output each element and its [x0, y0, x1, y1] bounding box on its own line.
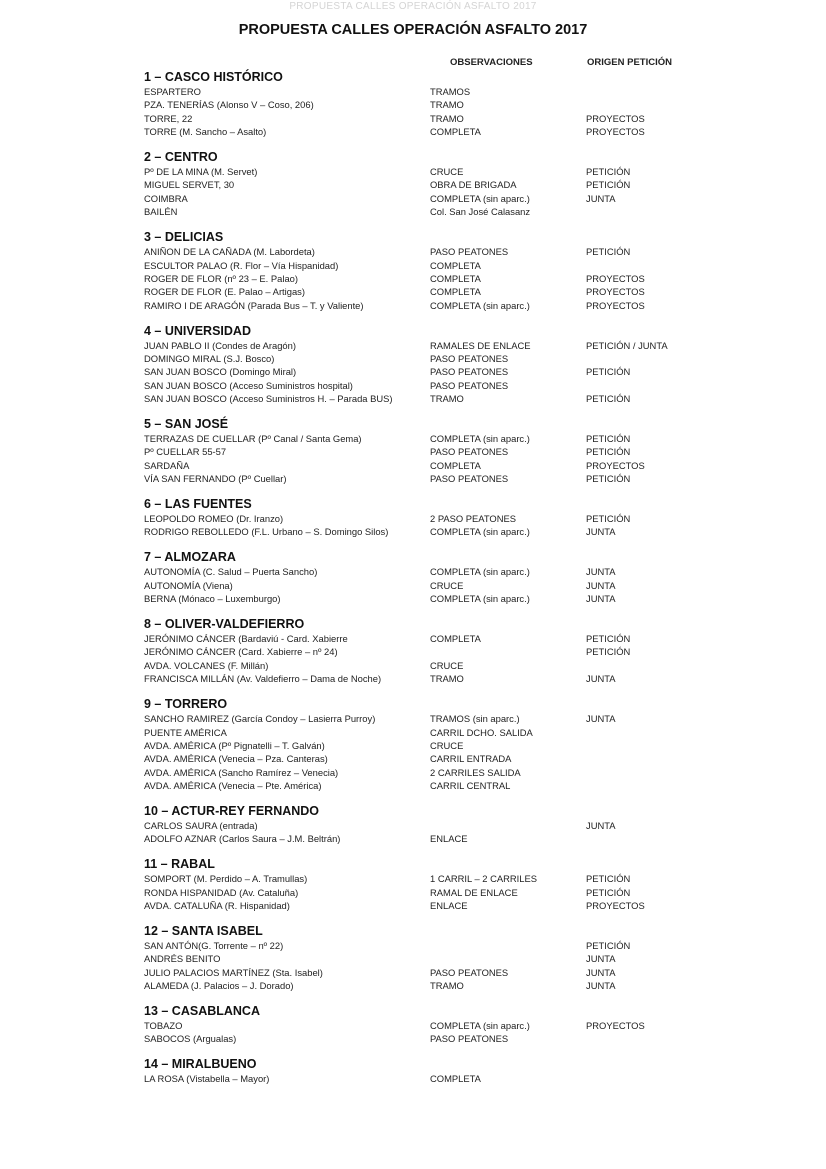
street-origen-peticion: PROYECTOS: [586, 272, 645, 284]
street-name: AVDA. VOLCANES (F. Millán): [144, 659, 269, 671]
street-name: BAILÉN: [144, 206, 178, 218]
street-observaciones: RAMAL DE ENLACE: [430, 886, 518, 898]
street-origen-peticion: PROYECTOS: [586, 126, 645, 138]
street-name: SOMPORT (M. Perdido – A. Tramullas): [144, 873, 308, 885]
street-row: [144, 352, 704, 365]
street-name: SAN JUAN BOSCO (Domingo Miral): [144, 366, 297, 378]
street-name: LEOPOLDO ROMEO (Dr. Iranzo): [144, 513, 284, 525]
district-section: [144, 617, 704, 686]
street-origen-peticion: PETICIÓN: [586, 366, 631, 378]
street-observaciones: COMPLETA: [430, 459, 481, 471]
street-observaciones: COMPLETA: [430, 126, 481, 138]
street-row: [144, 645, 704, 658]
district-title: 11 – RABAL: [144, 857, 215, 872]
street-observaciones: COMPLETA (sin aparc.): [430, 526, 530, 538]
street-row: [144, 952, 704, 965]
street-row: [144, 192, 704, 205]
street-row: [144, 125, 704, 138]
street-name: LA ROSA (Vistabella – Mayor): [144, 1073, 270, 1085]
street-name: AUTONOMÍA (C. Salud – Puerta Sancho): [144, 566, 318, 578]
street-observaciones: COMPLETA (sin aparc.): [430, 433, 530, 445]
street-observaciones: COMPLETA: [430, 633, 481, 645]
street-row: [144, 872, 704, 885]
street-observaciones: CARRIL CENTRAL: [430, 780, 511, 792]
district-section: [144, 804, 704, 846]
street-name: DOMINGO MIRAL (S.J. Bosco): [144, 352, 275, 364]
street-row: [144, 672, 704, 685]
street-observaciones: TRAMOS (sin aparc.): [430, 713, 520, 725]
street-observaciones: CRUCE: [430, 739, 464, 751]
street-row: [144, 819, 704, 832]
street-observaciones: PASO PEATONES: [430, 1033, 509, 1045]
street-origen-peticion: PETICIÓN: [586, 513, 631, 525]
street-row: [144, 726, 704, 739]
street-name: MIGUEL SERVET, 30: [144, 179, 235, 191]
street-origen-peticion: PROYECTOS: [586, 299, 645, 311]
street-observaciones: CRUCE: [430, 659, 464, 671]
street-name: AVDA. AMÉRICA (Sancho Ramírez – Venecia): [144, 766, 339, 778]
street-row: [144, 165, 704, 178]
street-row: [144, 1072, 704, 1085]
street-row: [144, 432, 704, 445]
street-origen-peticion: PETICIÓN: [586, 393, 631, 405]
district-title: 2 – CENTRO: [144, 150, 218, 165]
street-name: ALAMEDA (J. Palacios – J. Dorado): [144, 980, 294, 992]
street-row: [144, 1019, 704, 1032]
street-observaciones: COMPLETA (sin aparc.): [430, 593, 530, 605]
district-title: 1 – CASCO HISTÓRICO: [144, 70, 283, 84]
street-name: FRANCISCA MILLÁN (Av. Valdefierro – Dama de Noche): [144, 673, 382, 685]
street-row: [144, 1032, 704, 1045]
street-origen-peticion: JUNTA: [586, 980, 616, 992]
street-row: [144, 899, 704, 912]
street-observaciones: PASO PEATONES: [430, 446, 509, 458]
street-name: ROGER DE FLOR (nº 23 – E. Palao): [144, 272, 298, 284]
street-observaciones: TRAMOS: [430, 86, 471, 97]
street-name: PUENTE AMÉRICA: [144, 726, 227, 738]
street-observaciones: CARRIL DCHO. SALIDA: [430, 726, 533, 738]
street-name: RONDA HISPANIDAD (Av. Cataluña): [144, 886, 299, 898]
street-name: SAN JUAN BOSCO (Acceso Suministros H. – Parada BUS): [144, 393, 393, 405]
street-name: ADOLFO AZNAR (Carlos Saura – J.M. Beltrán): [144, 833, 341, 845]
street-origen-peticion: PETICIÓN: [586, 633, 631, 645]
street-name: RAMIRO I DE ARAGÓN (Parada Bus – T. y Valiente): [144, 299, 364, 311]
column-header-origen-peticion: ORIGEN PETICIÓN: [587, 57, 672, 68]
street-name: TERRAZAS DE CUELLAR (Pº Canal / Santa Gema): [144, 433, 362, 445]
street-observaciones: TRAMO: [430, 393, 464, 405]
district-title: 6 – LAS FUENTES: [144, 497, 252, 512]
district-title: 12 – SANTA ISABEL: [144, 923, 263, 938]
street-origen-peticion: PETICIÓN: [586, 446, 631, 458]
street-origen-peticion: PETICIÓN: [586, 179, 631, 191]
street-name: ANIÑON DE LA CAÑADA (M. Labordeta): [144, 246, 315, 258]
street-observaciones: CRUCE: [430, 166, 464, 178]
district-section: [144, 70, 704, 139]
street-observaciones: COMPLETA (sin aparc.): [430, 1019, 530, 1031]
district-section: [144, 497, 704, 539]
street-name: JERÓNIMO CÁNCER (Bardaviú - Card. Xabierre: [144, 633, 348, 645]
district-title: 9 – TORRERO: [144, 697, 228, 712]
street-row: [144, 832, 704, 845]
document-title: PROPUESTA CALLES OPERACIÓN ASFALTO 2017: [238, 22, 588, 38]
street-origen-peticion: PETICIÓN: [586, 246, 631, 258]
street-origen-peticion: PROYECTOS: [586, 112, 645, 124]
street-origen-peticion: PETICIÓN: [586, 473, 631, 485]
street-name: SAN ANTÓN(G. Torrente – nº 22): [144, 939, 284, 951]
district-section: [144, 924, 704, 993]
district-section: [144, 857, 704, 912]
street-observaciones: RAMALES DE ENLACE: [430, 339, 531, 351]
street-row: [144, 592, 704, 605]
street-observaciones: PASO PEATONES: [430, 366, 509, 378]
district-title: 3 – DELICIAS: [144, 230, 224, 245]
street-name: TOBAZO: [144, 1019, 183, 1031]
street-observaciones: 2 PASO PEATONES: [430, 513, 516, 525]
street-observaciones: 1 CARRIL – 2 CARRILES: [430, 873, 537, 885]
street-origen-peticion: JUNTA: [586, 819, 616, 831]
street-row: [144, 459, 704, 472]
street-observaciones: PASO PEATONES: [430, 352, 509, 364]
street-row: [144, 472, 704, 485]
street-observaciones: TRAMO: [430, 673, 464, 685]
street-origen-peticion: JUNTA: [586, 526, 616, 538]
district-section: [144, 324, 704, 406]
street-row: [144, 392, 704, 405]
street-observaciones: COMPLETA (sin aparc.): [430, 192, 530, 204]
street-name: VÍA SAN FERNANDO (Pº Cuellar): [144, 473, 287, 485]
street-row: [144, 659, 704, 672]
street-row: [144, 565, 704, 578]
street-observaciones: PASO PEATONES: [430, 246, 509, 258]
street-row: [144, 632, 704, 645]
district-title: 14 – MIRALBUENO: [144, 1057, 257, 1072]
street-row: [144, 299, 704, 312]
street-name: JERÓNIMO CÁNCER (Card. Xabierre – nº 24): [144, 646, 338, 658]
street-row: [144, 445, 704, 458]
street-observaciones: COMPLETA: [430, 1073, 481, 1085]
street-origen-peticion: PETICIÓN / JUNTA: [586, 339, 668, 351]
street-observaciones: COMPLETA (sin aparc.): [430, 299, 530, 311]
street-observaciones: COMPLETA: [430, 272, 481, 284]
street-name: AVDA. CATALUÑA (R. Hispanidad): [144, 900, 290, 912]
district-title: 4 – UNIVERSIDAD: [144, 323, 251, 338]
street-origen-peticion: JUNTA: [586, 966, 616, 978]
street-row: [144, 85, 704, 98]
street-row: [144, 339, 704, 352]
street-observaciones: TRAMO: [430, 980, 464, 992]
street-name: COIMBRA: [144, 192, 188, 204]
street-observaciones: TRAMO: [430, 99, 464, 111]
street-row: [144, 379, 704, 392]
street-row: [144, 112, 704, 125]
street-origen-peticion: PETICIÓN: [586, 166, 631, 178]
street-name: AVDA. AMÉRICA (Venecia – Pza. Canteras): [144, 753, 328, 765]
district-section: [144, 1057, 704, 1085]
street-name: Pº DE LA MINA (M. Servet): [144, 166, 258, 178]
street-origen-peticion: PETICIÓN: [586, 939, 631, 951]
street-row: [144, 365, 704, 378]
district-title: 13 – CASABLANCA: [144, 1003, 260, 1018]
street-origen-peticion: PETICIÓN: [586, 433, 631, 445]
street-name: BERNA (Mónaco – Luxemburgo): [144, 593, 281, 605]
street-observaciones: OBRA DE BRIGADA: [430, 179, 517, 191]
street-observaciones: PASO PEATONES: [430, 473, 509, 485]
street-row: [144, 939, 704, 952]
street-origen-peticion: PROYECTOS: [586, 1019, 645, 1031]
street-observaciones: CARRIL ENTRADA: [430, 753, 512, 765]
street-origen-peticion: PROYECTOS: [586, 286, 645, 298]
street-observaciones: CRUCE: [430, 579, 464, 591]
district-list: [144, 70, 704, 1097]
street-name: Pº CUELLAR 55-57: [144, 446, 227, 458]
street-row: [144, 979, 704, 992]
street-name: AVDA. AMÉRICA (Pº Pignatelli – T. Galván): [144, 739, 325, 751]
street-row: [144, 259, 704, 272]
street-observaciones: COMPLETA: [430, 286, 481, 298]
district-title: 7 – ALMOZARA: [144, 550, 236, 565]
street-origen-peticion: JUNTA: [586, 673, 616, 685]
street-row: [144, 245, 704, 258]
street-name: AVDA. AMÉRICA (Venecia – Pte. América): [144, 780, 322, 792]
street-row: [144, 779, 704, 792]
street-origen-peticion: JUNTA: [586, 566, 616, 578]
street-origen-peticion: JUNTA: [586, 579, 616, 591]
district-section: [144, 150, 704, 219]
street-row: [144, 272, 704, 285]
street-observaciones: COMPLETA (sin aparc.): [430, 566, 530, 578]
street-row: [144, 712, 704, 725]
street-observaciones: Col. San José Calasanz: [430, 206, 531, 218]
street-name: ESCULTOR PALAO (R. Flor – Vía Hispanidad): [144, 259, 339, 271]
street-name: TORRE, 22: [144, 112, 193, 124]
street-row: [144, 739, 704, 752]
street-observaciones: TRAMO: [430, 112, 464, 124]
street-row: [144, 886, 704, 899]
ghost-header: PROPUESTA CALLES OPERACIÓN ASFALTO 2017: [289, 1, 537, 12]
street-name: SABOCOS (Argualas): [144, 1033, 237, 1045]
street-origen-peticion: JUNTA: [586, 593, 616, 605]
district-title: 8 – OLIVER-VALDEFIERRO: [144, 617, 305, 632]
street-origen-peticion: JUNTA: [586, 713, 616, 725]
street-name: ANDRÉS BENITO: [144, 953, 221, 965]
street-row: [144, 205, 704, 218]
street-name: SARDAÑA: [144, 459, 190, 471]
district-title: 5 – SAN JOSÉ: [144, 417, 229, 432]
district-title: 10 – ACTUR-REY FERNANDO: [144, 803, 320, 818]
street-observaciones: COMPLETA: [430, 259, 481, 271]
street-observaciones: PASO PEATONES: [430, 966, 509, 978]
street-observaciones: 2 CARRILES SALIDA: [430, 766, 521, 778]
street-origen-peticion: PROYECTOS: [586, 900, 645, 912]
street-observaciones: ENLACE: [430, 900, 468, 912]
street-origen-peticion: PETICIÓN: [586, 873, 631, 885]
street-observaciones: ENLACE: [430, 833, 468, 845]
street-name: RODRIGO REBOLLEDO (F.L. Urbano – S. Domingo Silos): [144, 526, 389, 538]
street-origen-peticion: PROYECTOS: [586, 459, 645, 471]
street-name: ROGER DE FLOR (E. Palao – Artigas): [144, 286, 305, 298]
street-name: ESPARTERO: [144, 86, 201, 97]
street-name: JUAN PABLO II (Condes de Aragón): [144, 339, 296, 351]
street-origen-peticion: PETICIÓN: [586, 886, 631, 898]
street-observaciones: PASO PEATONES: [430, 379, 509, 391]
street-row: [144, 525, 704, 538]
district-section: [144, 230, 704, 312]
street-name: PZA. TENERÍAS (Alonso V – Coso, 206): [144, 99, 314, 111]
street-name: AUTONOMÍA (Viena): [144, 579, 233, 591]
street-row: [144, 766, 704, 779]
street-row: [144, 512, 704, 525]
street-row: [144, 966, 704, 979]
column-header-observaciones: OBSERVACIONES: [450, 57, 533, 68]
street-name: SANCHO RAMIREZ (García Condoy – Lasierra Purroy): [144, 713, 376, 725]
street-row: [144, 98, 704, 111]
street-row: [144, 285, 704, 298]
street-row: [144, 579, 704, 592]
district-section: [144, 417, 704, 486]
street-origen-peticion: JUNTA: [586, 953, 616, 965]
street-name: CARLOS SAURA (entrada): [144, 819, 258, 831]
street-row: [144, 178, 704, 191]
street-name: JULIO PALACIOS MARTÍNEZ (Sta. Isabel): [144, 966, 323, 978]
district-section: [144, 697, 704, 792]
district-section: [144, 1004, 704, 1046]
street-name: SAN JUAN BOSCO (Acceso Suministros hospital): [144, 379, 353, 391]
street-row: [144, 752, 704, 765]
street-origen-peticion: JUNTA: [586, 192, 616, 204]
district-section: [144, 550, 704, 605]
street-name: TORRE (M. Sancho – Asalto): [144, 126, 267, 138]
street-origen-peticion: PETICIÓN: [586, 646, 631, 658]
